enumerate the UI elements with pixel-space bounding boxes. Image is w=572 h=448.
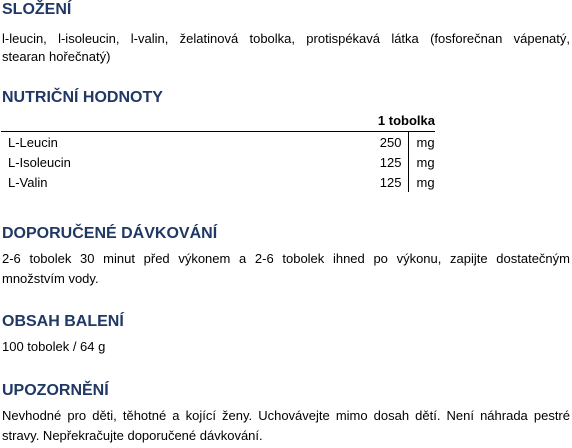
table-row <box>1 152 435 172</box>
warning-heading: UPOZORNĚNÍ <box>2 382 109 399</box>
dosage-text-line1: 2-6 tobolek 30 minut před výkonem a 2-6 tobolek ihned po výkonu, zapijte dostatečným <box>2 251 570 266</box>
nutrient-value: 125 <box>308 172 408 192</box>
nutrition-table-header-row <box>1 109 435 132</box>
nutrition-column-header: 1 tobolka <box>308 109 435 132</box>
dosage-heading: DOPORUČENÉ DÁVKOVÁNÍ <box>2 225 218 242</box>
nutrition-header-empty <box>1 109 308 132</box>
composition-heading: SLOŽENÍ <box>2 1 72 18</box>
nutrient-value: 250 <box>308 132 408 153</box>
dosage-text-line2: množstvím vody. <box>2 271 99 286</box>
warning-text-line1: Nevhodné pro děti, těhotné a kojící ženy. Uchovávejte mimo dosah dětí. Není náhrada pestré <box>2 408 570 423</box>
nutrient-unit: mg <box>416 154 435 170</box>
composition-text-line2: stearan hořečnatý) <box>2 49 111 64</box>
composition-text-line1: l-leucin, l-isoleucin, l-valin, želatinová tobolka, protispékavá látka (fosforečnan vápenatý, <box>2 31 570 46</box>
warning-text-line2: stravy. Nepřekračujte doporučené dávkování. <box>2 428 263 443</box>
nutrient-name: L-Leucin <box>8 134 58 150</box>
package-text: 100 tobolek / 64 g <box>2 339 106 354</box>
nutrition-table <box>1 109 435 192</box>
nutrient-name: L-Valin <box>8 174 48 190</box>
nutrient-unit: mg <box>416 134 435 150</box>
table-row <box>1 172 435 192</box>
nutrient-name: L-Isoleucin <box>8 154 71 170</box>
nutrition-heading: NUTRIČNÍ HODNOTY <box>2 89 163 106</box>
package-heading: OBSAH BALENÍ <box>2 313 124 330</box>
nutrient-unit: mg <box>416 174 435 190</box>
nutrient-value: 125 <box>308 152 408 172</box>
table-row <box>1 132 435 153</box>
